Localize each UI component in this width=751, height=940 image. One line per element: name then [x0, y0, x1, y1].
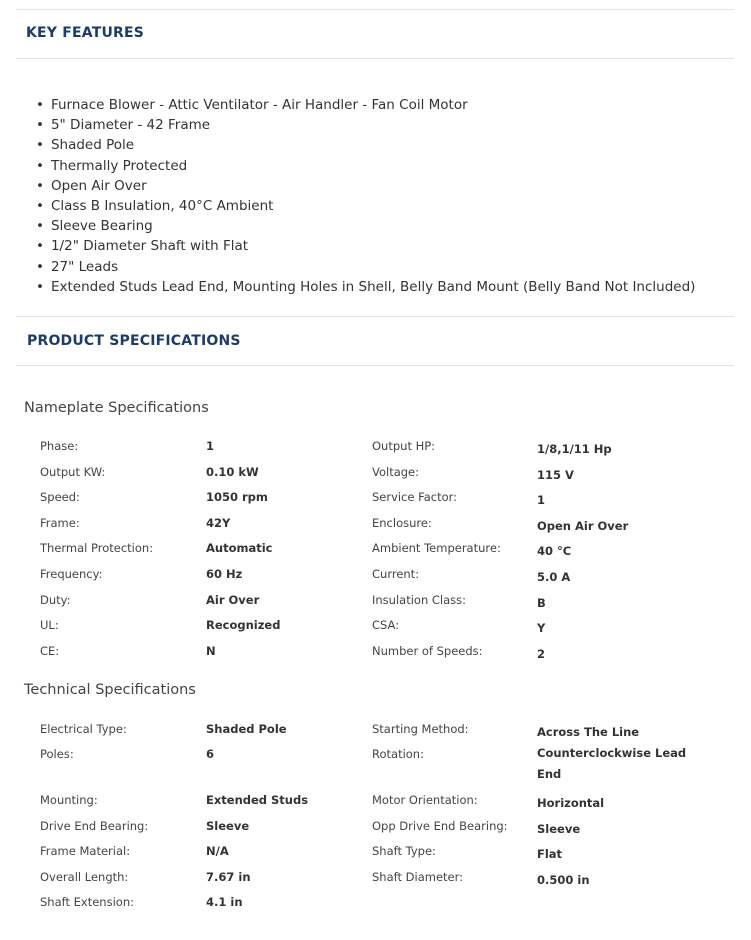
spec-label: Thermal Protection:: [40, 541, 154, 555]
spec-value: Sleeve: [206, 819, 250, 833]
feature-item: • Thermally Protected: [36, 156, 695, 176]
spec-label: Speed:: [40, 490, 80, 504]
spec-label: Duty:: [40, 593, 71, 607]
spec-row: [0, 490, 751, 512]
technical-specs-heading: Technical Specifications: [24, 682, 196, 698]
feature-item: • 27" Leads: [36, 257, 695, 277]
spec-value: 7.67 in: [206, 870, 251, 884]
feature-item: • Open Air Over: [36, 176, 695, 196]
feature-item: • Furnace Blower - Attic Ventilator - Air Handler - Fan Coil Motor: [36, 95, 695, 115]
spec-label: Ambient Temperature:: [372, 541, 501, 555]
spec-row: [0, 793, 751, 815]
key-features-list: [36, 95, 695, 297]
spec-label: Frame:: [40, 516, 80, 530]
spec-value: B: [537, 596, 546, 610]
spec-label: Overall Length:: [40, 870, 129, 884]
spec-row: [0, 439, 751, 461]
spec-row: [0, 819, 751, 841]
spec-row: [0, 722, 751, 744]
spec-label: Shaft Extension:: [40, 895, 134, 909]
feature-item: • Extended Studs Lead End, Mounting Holes in Shell, Belly Band Mount (Belly Band Not Included): [36, 277, 695, 297]
spec-value: Shaded Pole: [206, 722, 287, 736]
spec-row: [0, 465, 751, 487]
spec-label: CE:: [40, 644, 60, 658]
feature-item: • 1/2" Diameter Shaft with Flat: [36, 236, 695, 256]
spec-value: Open Air Over: [537, 519, 629, 533]
spec-row: [0, 593, 751, 615]
spec-label: CSA:: [372, 618, 400, 632]
spec-value: 1/8,1/11 Hp: [537, 442, 612, 456]
feature-item: • Sleeve Bearing: [36, 216, 695, 236]
spec-label: Number of Speeds:: [372, 644, 483, 658]
spec-value: 2: [537, 647, 546, 661]
spec-row: [0, 516, 751, 538]
spec-label: Shaft Type:: [372, 844, 436, 858]
spec-label: UL:: [40, 618, 59, 632]
key-features-title: KEY FEATURES: [26, 25, 145, 41]
spec-label: Drive End Bearing:: [40, 819, 149, 833]
spec-value: Y: [537, 621, 546, 635]
spec-value: Automatic: [206, 541, 273, 555]
spec-row: [0, 618, 751, 640]
spec-value: Flat: [537, 847, 563, 861]
spec-value: Air Over: [206, 593, 260, 607]
spec-label: Mounting:: [40, 793, 98, 807]
spec-label: Electrical Type:: [40, 722, 127, 736]
spec-row: [0, 870, 751, 892]
spec-value: 0.10 kW: [206, 465, 259, 479]
spec-row: [0, 541, 751, 563]
spec-value: 40 °C: [537, 544, 572, 558]
spec-label: Frame Material:: [40, 844, 131, 858]
spec-label: Rotation:: [372, 747, 424, 761]
spec-label: Motor Orientation:: [372, 793, 478, 807]
spec-value: N: [206, 644, 216, 658]
spec-label: Shaft Diameter:: [372, 870, 464, 884]
feature-item: • Shaded Pole: [36, 135, 695, 155]
spec-label: Voltage:: [372, 465, 420, 479]
spec-value: 5.0 A: [537, 570, 571, 584]
feature-item: • Class B Insulation, 40°C Ambient: [36, 196, 695, 216]
key-features-divider: [16, 58, 734, 59]
spec-label: Frequency:: [40, 567, 103, 581]
top-divider: [16, 9, 734, 10]
product-specs-title: PRODUCT SPECIFICATIONS: [27, 333, 241, 349]
nameplate-specs-heading: Nameplate Specifications: [24, 400, 209, 416]
specs-top-divider: [16, 316, 734, 317]
spec-label: Poles:: [40, 747, 74, 761]
spec-row: [0, 644, 751, 666]
spec-value: Recognized: [206, 618, 281, 632]
spec-label: Insulation Class:: [372, 593, 467, 607]
spec-value: 6: [206, 747, 215, 761]
spec-value: Across The Line: [537, 725, 640, 739]
spec-label: Phase:: [40, 439, 79, 453]
feature-item: • 5" Diameter - 42 Frame: [36, 115, 695, 135]
spec-value: 0.500 in: [537, 873, 590, 887]
spec-label: Starting Method:: [372, 722, 469, 736]
spec-value: 115 V: [537, 468, 574, 482]
spec-row: [0, 567, 751, 589]
spec-row: [0, 895, 751, 917]
spec-value: Extended Studs: [206, 793, 309, 807]
spec-label: Output HP:: [372, 439, 436, 453]
specs-title-divider: [16, 365, 734, 366]
spec-row: [0, 746, 751, 781]
spec-label: Current:: [372, 567, 420, 581]
spec-value: N/A: [206, 844, 229, 858]
spec-value: 42Y: [206, 516, 231, 530]
spec-value: Horizontal: [537, 796, 605, 810]
spec-value: 60 Hz: [206, 567, 243, 581]
spec-value: Sleeve: [537, 822, 581, 836]
spec-label: Enclosure:: [372, 516, 432, 530]
spec-label: Service Factor:: [372, 490, 458, 504]
spec-label: Opp Drive End Bearing:: [372, 819, 508, 833]
spec-row: [0, 844, 751, 866]
spec-value: Counterclockwise Lead End: [537, 746, 687, 781]
spec-value: 4.1 in: [206, 895, 243, 909]
spec-value: 1: [206, 439, 215, 453]
spec-value: 1050 rpm: [206, 490, 268, 504]
spec-value: 1: [537, 493, 546, 507]
spec-label: Output KW:: [40, 465, 106, 479]
